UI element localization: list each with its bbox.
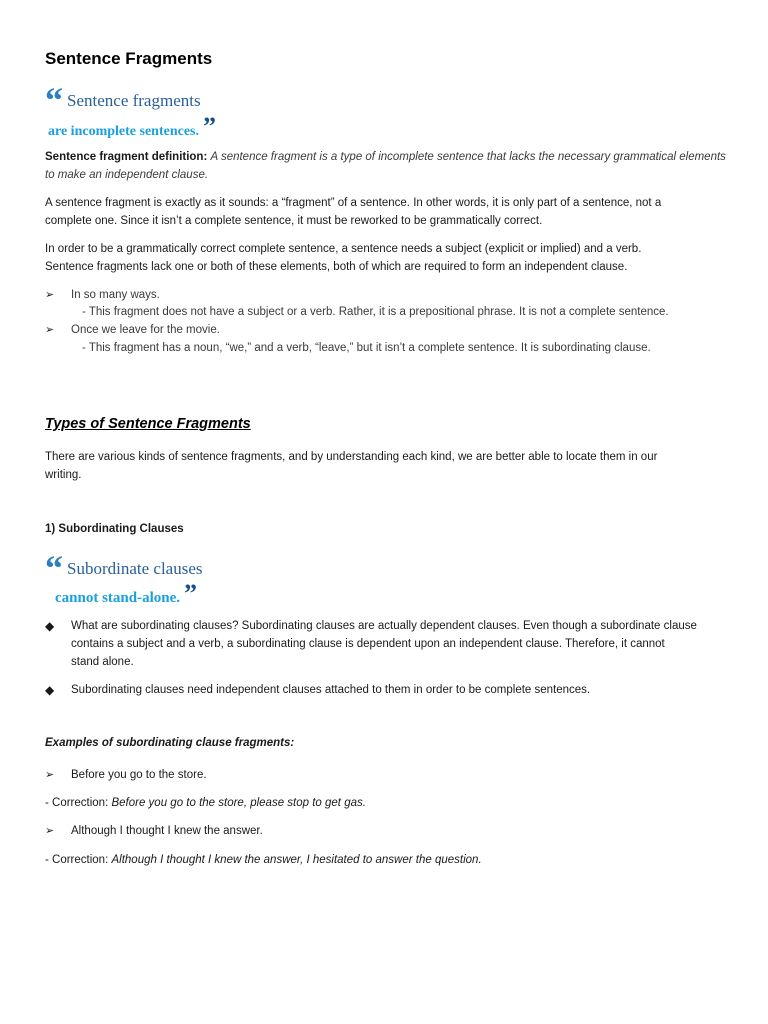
example-text: In so many ways. xyxy=(71,289,160,301)
paragraph-1-line-2: complete one. Since it isn’t a complete sentence, it must be reworked to be grammatically correct. xyxy=(45,215,543,227)
bullet-text: Subordinating clauses need independent clauses attached to them in order to be complete sentences. xyxy=(71,684,591,696)
definition-text-2: to make an independent clause. xyxy=(45,169,209,181)
arrow-bullet-icon: ➢ xyxy=(45,289,55,301)
paragraph-2 xyxy=(45,240,735,276)
paragraph-2-line-1: In order to be a grammatically correct complete sentence, a sentence needs a subject (explicit or implied) and a verb. xyxy=(45,243,642,255)
bullet-text xyxy=(71,617,735,671)
arrow-bullet-icon: ➢ xyxy=(45,769,55,781)
bullet-text-line-2: contains a subject and a verb, a subordinating clause is dependent upon an independent clause. Therefore, it cannot xyxy=(71,638,665,650)
example-text: Once we leave for the movie. xyxy=(71,324,220,336)
definition-label: Sentence fragment definition: xyxy=(45,151,208,163)
example-note: - This fragment has a noun, “we,” and a verb, “leave,” but it isn’t a complete sentence. It is subordinating clause. xyxy=(82,342,651,354)
quote-line-2: cannot stand-alone. xyxy=(55,590,181,606)
types-paragraph-line-1: There are various kinds of sentence fragments, and by understanding each kind, we are better able to locate them in our xyxy=(45,451,658,463)
bullet-text-line-3: stand alone. xyxy=(71,656,134,668)
bullet-text-line-1: What are subordinating clauses? Subordinating clauses are actually dependent clauses. Even though a subordinate clause xyxy=(71,620,697,632)
arrow-bullet-icon: ➢ xyxy=(45,324,55,336)
correction-label: - Correction: xyxy=(45,797,109,809)
arrow-bullet-icon: ➢ xyxy=(45,825,55,837)
types-heading: Types of Sentence Fragments xyxy=(45,416,251,432)
example-note: - This fragment does not have a subject or a verb. Rather, it is a prepositional phrase. It is not a complete sentence. xyxy=(82,306,669,318)
paragraph-2-line-2: Sentence fragments lack one or both of these elements, both of which are required to form an independent clause. xyxy=(45,261,628,273)
open-quote-icon: “ xyxy=(45,80,63,120)
examples-heading: Examples of subordinating clause fragments: xyxy=(45,737,295,749)
page-title: Sentence Fragments xyxy=(45,49,213,68)
diamond-bullet-icon: ◆ xyxy=(45,683,55,697)
definition-paragraph xyxy=(45,148,735,184)
diamond-bullet-icon: ◆ xyxy=(45,619,55,633)
correction-line xyxy=(45,851,735,869)
correction-label: - Correction: xyxy=(45,854,109,866)
definition-text: A sentence fragment is a type of incomplete sentence that lacks the necessary grammatical elements xyxy=(210,151,726,163)
close-quote-icon: ” xyxy=(184,579,198,608)
example-text: Although I thought I knew the answer. xyxy=(71,825,263,837)
paragraph-1 xyxy=(45,194,735,230)
quote-line-1: Sentence fragments xyxy=(67,91,201,110)
types-paragraph-line-2: writing. xyxy=(45,469,82,481)
correction-text: Before you go to the store, please stop to get gas. xyxy=(111,797,366,809)
correction-line xyxy=(45,794,735,812)
close-quote-icon: ” xyxy=(202,112,216,141)
quote-line-2: are incomplete sentences. xyxy=(48,124,199,139)
open-quote-icon: “ xyxy=(45,548,63,588)
example-text: Before you go to the store. xyxy=(71,769,207,781)
subordinating-heading: 1) Subordinating Clauses xyxy=(45,523,184,535)
quote-graphic-fragments xyxy=(45,82,216,140)
paragraph-1-line-1: A sentence fragment is exactly as it sounds: a “fragment” of a sentence. In other words, it is only part of a sentence, not a xyxy=(45,197,662,209)
correction-text: Although I thought I knew the answer, I hesitated to answer the question. xyxy=(111,854,482,866)
types-paragraph xyxy=(45,448,735,484)
quote-graphic-subordinate xyxy=(45,550,203,607)
quote-line-1: Subordinate clauses xyxy=(67,559,203,578)
